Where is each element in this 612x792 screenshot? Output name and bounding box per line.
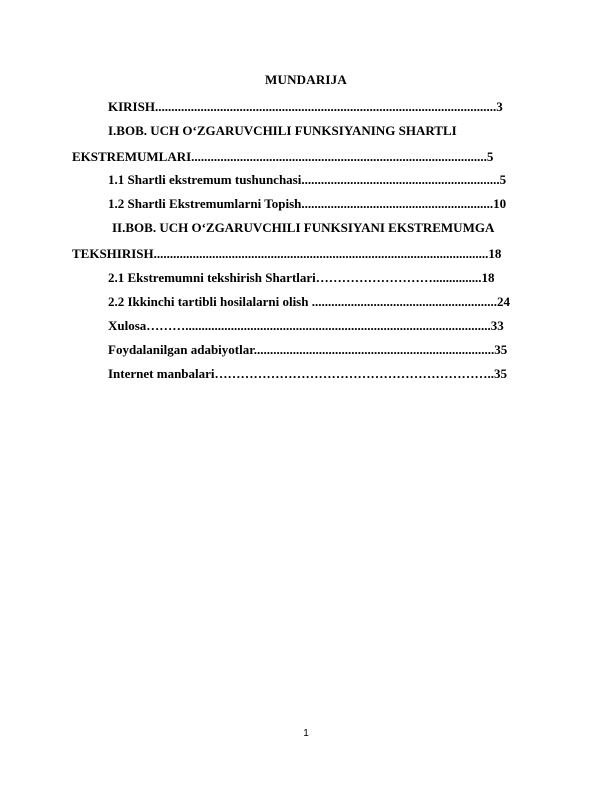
toc-entry-2-2: 2.2 Ikkinchi tartibli hosilalarni olish .........................................................24 — [108, 294, 510, 309]
toc-title: MUNDARIJA — [265, 72, 347, 87]
page-number: 1 — [303, 728, 309, 739]
toc-entry-bob2-line1: II.BOB. UCH O‘ZGARUVCHILI FUNKSIYANI EKSTREMUMGA — [112, 220, 495, 235]
toc-entry-bob2-line2: TEKSHIRISH.......................................................................................................18 — [72, 246, 502, 261]
toc-entry-internet: Internet manbalari………………………………………………………..35 — [108, 366, 508, 381]
toc-entry-xulosa: Xulosa………..............................................................................................33 — [108, 318, 504, 333]
toc-entry-1-2: 1.2 Shartli Ekstremumlarni Topish...........................................................10 — [108, 196, 507, 211]
toc-entry-1-1: 1.1 Shartli ekstremum tushunchasi.............................................................5 — [108, 172, 507, 187]
toc-entry-2-1: 2.1 Ekstremumni tekshirish Shartlari………………………...............18 — [108, 270, 495, 285]
toc-entry-adabiyotlar: Foydalanilgan adabiyotlar..........................................................................35 — [108, 342, 508, 357]
toc-entry-bob1-line1: I.BOB. UCH O‘ZGARUVCHILI FUNKSIYANING SHARTLI — [108, 123, 457, 138]
toc-entry-kirish: KIRISH.........................................................................................................3 — [108, 99, 503, 114]
toc-entry-bob1-line2: EKSTREMUMLARI...........................................................................................5 — [72, 149, 494, 164]
